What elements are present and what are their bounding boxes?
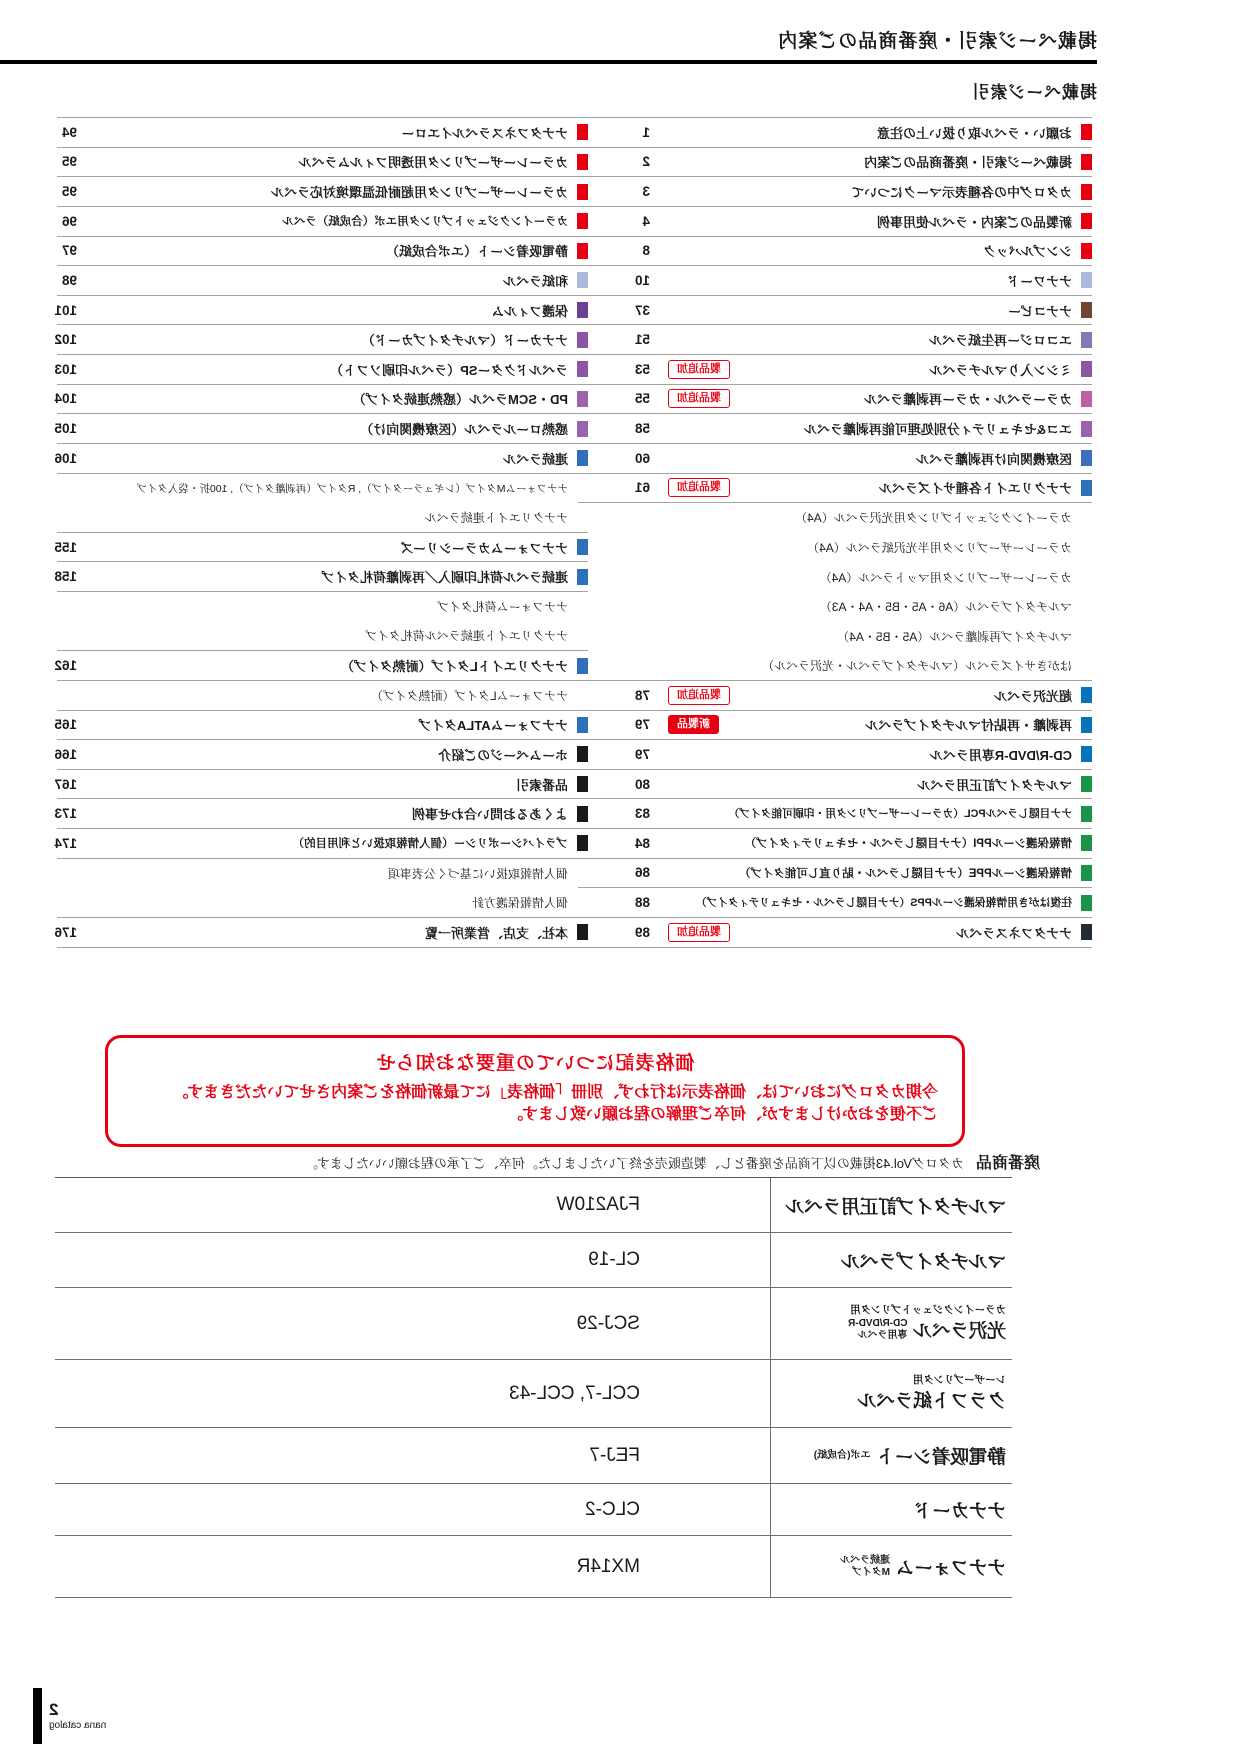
price-notice-line: 今期カタログにおいては、価格表示は行わず、別冊「価格表」にて最新価格をご案内させていただきます。 — [172, 1084, 938, 1101]
section-color-chip — [577, 184, 588, 200]
discontinued-table-row — [55, 1536, 1012, 1598]
index-item-label: 往復はがき用情報保護シールPPS（ナナ目隠しラベル・セキュリティタイプ） — [695, 897, 1072, 910]
discontinued-product-name-cell — [770, 1484, 1012, 1535]
index-page-number: 10 — [634, 272, 650, 288]
index-item-row — [578, 414, 1092, 444]
index-page-number: 104 — [54, 391, 77, 407]
index-page-number: 176 — [54, 924, 77, 940]
index-item-label: プライバシーポリシー（個人情報取扱いと利用目的） — [292, 838, 568, 851]
index-page-number: 94 — [61, 124, 77, 140]
index-item-row — [54, 533, 588, 563]
discontinued-table-row — [55, 1233, 1012, 1288]
discontinued-product-name-cell — [770, 1536, 1012, 1597]
footer-black-bar — [33, 1688, 42, 1744]
index-page-number: 96 — [61, 213, 77, 229]
index-page-number: 2 — [642, 154, 650, 170]
index-item-label: エコロジー再生紙ラベル — [928, 333, 1072, 349]
index-subitem-row — [578, 533, 1092, 563]
index-item-row — [578, 829, 1092, 859]
index-item-row — [57, 237, 588, 267]
index-item-row — [578, 266, 1092, 296]
index-item-label: 本社、支店、営業所一覧 — [424, 925, 568, 941]
discontinued-model-number: CL-19 — [588, 1249, 640, 1270]
discontinued-model-number: CCL-7, CCL-43 — [509, 1382, 640, 1404]
annotation-line: 連続ラベル — [839, 1555, 890, 1566]
index-page-number: 1 — [642, 124, 650, 140]
index-subitem-row — [57, 681, 588, 711]
discontinued-table-row — [55, 1428, 1012, 1484]
index-item-row — [578, 177, 1092, 207]
index-item-row — [57, 177, 588, 207]
index-item-row — [54, 711, 588, 741]
product-name: クラフト紙ラベル — [857, 1391, 1006, 1413]
index-page-number: 95 — [61, 154, 77, 170]
index-item-label: カラーレーザープリンタ用超耐低温環境対応ラベル — [270, 185, 568, 201]
section-color-chip — [577, 450, 588, 466]
index-item-label: 個人情報取扱いに基づく公表事項 — [387, 866, 568, 881]
index-item-label: 保護フィルム — [491, 303, 568, 319]
index-item-label: カタログ中の各種表示マークについて — [851, 185, 1072, 201]
index-item-label: よくあるお問い合わせ事例 — [411, 807, 568, 823]
section-color-chip — [1081, 895, 1092, 911]
discontinued-product-name-cell — [770, 1233, 1012, 1287]
section-color-chip — [1081, 361, 1092, 377]
section-color-chip — [1081, 480, 1092, 496]
section-color-chip — [577, 302, 588, 318]
index-page-number: 101 — [54, 302, 77, 318]
index-item-row — [578, 740, 1092, 770]
section-color-chip — [577, 835, 588, 851]
index-page-number: 80 — [634, 776, 650, 792]
index-page-number: 88 — [634, 895, 650, 911]
index-item-label: ナナクリエイトLタイプ（耐熱タイプ） — [341, 659, 568, 675]
index-item-label: マルチタイプラベル（A6・A5・B5・A4・A3） — [819, 600, 1072, 615]
index-item-label: ナナワード — [1006, 273, 1072, 289]
annotation-line: 専用ラベル — [857, 1329, 908, 1341]
index-item-label: 再剥離・再貼付マルチタイプラベル — [865, 718, 1072, 734]
section-color-chip — [577, 421, 588, 437]
discontinued-intro: カタログVol.43掲載の以下商品を廃番とし、製造販売を終了いたしました。何卒、ご了承の程お願いいたします。 — [304, 1156, 964, 1171]
index-page-number: 167 — [54, 776, 77, 792]
discontinued-product-name-cell — [770, 1288, 1012, 1359]
section-color-chip — [1081, 421, 1092, 437]
discontinued-model-number: MX14R — [576, 1555, 640, 1577]
index-page-number: 165 — [54, 717, 77, 733]
index-item-label: ミシン入りマルチラベル — [929, 362, 1072, 378]
page-header-title: 掲載ページ索引・廃番商品のご案内 — [777, 31, 1097, 52]
product-added-badge: 製品追加 — [668, 389, 730, 408]
index-item-row — [54, 355, 588, 385]
index-item-row — [578, 711, 1092, 741]
index-item-row — [57, 207, 588, 237]
section-color-chip — [1081, 776, 1092, 792]
section-color-chip — [577, 361, 588, 377]
section-color-chip — [1081, 924, 1092, 940]
index-item-label: カラーレーザープリンタ用マットラベル（A4） — [819, 570, 1072, 585]
section-color-chip — [577, 776, 588, 792]
index-subitem-row — [578, 651, 1092, 681]
discontinued-product-name-cell — [770, 1178, 1012, 1232]
section-color-chip — [577, 272, 588, 288]
index-subitem-row — [57, 474, 588, 504]
product-name-annotation-right — [848, 1318, 907, 1341]
section-color-chip — [577, 391, 588, 407]
index-item-row — [578, 385, 1092, 415]
discontinued-table-row — [55, 1484, 1012, 1536]
index-item-row — [54, 385, 588, 415]
index-item-label: ナナクリエイト連続ラベル — [424, 510, 568, 525]
index-subitem-row — [57, 888, 588, 918]
index-item-row — [54, 562, 588, 592]
index-page-number: 79 — [634, 717, 650, 733]
index-page-number: 97 — [61, 243, 77, 259]
product-added-badge: 製品追加 — [668, 923, 730, 942]
index-item-row — [57, 266, 588, 296]
product-name-annotation-top: レーザープリンタ用 — [912, 1373, 1006, 1386]
index-item-row — [54, 740, 588, 770]
section-color-chip — [1081, 243, 1092, 259]
index-page-number: 105 — [54, 421, 77, 437]
index-item-label: 情報保護シールPPE（ナナ目隠しラベル・貼り直し可能タイプ） — [739, 867, 1072, 880]
index-page-number: 60 — [634, 450, 650, 466]
index-item-label: マルチタイプ訂正用ラベル — [917, 777, 1072, 793]
index-item-row — [54, 829, 588, 859]
product-name: マルチタイプラベル — [841, 1251, 1006, 1273]
section-color-chip — [577, 806, 588, 822]
index-page-number: 55 — [634, 391, 650, 407]
index-item-label: 和紙ラベル — [502, 273, 568, 289]
section-color-chip — [1081, 272, 1092, 288]
section-color-chip — [1081, 213, 1092, 229]
index-page-number: 79 — [634, 746, 650, 762]
section-color-chip — [1081, 865, 1092, 881]
index-subitem-row — [57, 592, 588, 622]
section-color-chip — [577, 746, 588, 762]
header-rule — [0, 60, 1097, 64]
product-name-annotation-top: カラーインクジェットプリンタ用 — [850, 1303, 1006, 1316]
index-subitem-row — [578, 562, 1092, 592]
index-item-label: ナナコピー — [1008, 303, 1072, 319]
index-item-label: ナナクリエイト連続ラベル荷札タイプ — [365, 629, 568, 644]
discontinued-intro-line — [305, 1150, 1040, 1173]
index-page-number: 95 — [61, 184, 77, 200]
index-subitem-row — [578, 592, 1092, 622]
index-item-row — [578, 118, 1092, 148]
index-item-row — [54, 414, 588, 444]
index-item-label: お願い・ラベル取り扱い上の注意 — [876, 125, 1072, 141]
index-subitem-row — [578, 622, 1092, 652]
discontinued-model-number: FEJ-7 — [589, 1444, 640, 1466]
page-footer — [33, 1688, 106, 1744]
index-item-label: 感熱ロールラベル（医療機関向け） — [360, 422, 568, 438]
index-item-label: 連続ラベル荷札印刷入／再剥離荷札タイプ — [321, 570, 568, 586]
index-item-label: 情報保護シールPPI（ナナ目隠しラベル・セキュリティタイプ） — [744, 838, 1072, 851]
index-item-label: はがきサイズラベル（マルチタイプラベル・光沢ラベル） — [762, 659, 1072, 674]
section-color-chip — [1081, 835, 1092, 851]
index-item-label: 掲載ページ索引・廃番商品のご案内 — [864, 155, 1072, 171]
annotation-line: CD-R/DVD-R — [848, 1318, 908, 1330]
section-color-chip — [577, 569, 588, 585]
index-item-row — [578, 355, 1092, 385]
index-page-number: 103 — [54, 361, 77, 377]
index-item-label: PD・SCMラベル（感熱連続タイプ） — [352, 392, 568, 408]
index-page-number: 37 — [634, 302, 650, 318]
section-color-chip — [577, 243, 588, 259]
discontinued-table-row — [55, 1178, 1012, 1233]
index-page-number: 51 — [634, 332, 650, 348]
section-color-chip — [1081, 687, 1092, 703]
index-page-number: 3 — [642, 184, 650, 200]
index-item-label: シンプルパック — [982, 244, 1072, 260]
page-number: 2 — [49, 1700, 59, 1720]
index-subitem-row — [57, 859, 588, 889]
new-product-badge: 新製品 — [668, 715, 719, 734]
section-color-chip — [1081, 391, 1092, 407]
index-item-label: ナナクリエイト各種サイズラベル — [878, 481, 1072, 497]
index-item-label: 静電吸着シート（エポ合成紙） — [385, 244, 568, 260]
section-color-chip — [1081, 154, 1092, 170]
index-item-label: ナナタフネスラベル — [956, 925, 1072, 941]
index-item-row — [54, 770, 588, 800]
index-item-label: ホームページのご紹介 — [438, 747, 568, 763]
index-page-number: 102 — [54, 332, 77, 348]
discontinued-model-number: FJA210W — [556, 1194, 640, 1215]
index-item-row — [578, 681, 1092, 711]
product-added-badge: 製品追加 — [668, 686, 730, 705]
product-name: 光沢ラベル — [913, 1321, 1006, 1343]
index-page-number: 86 — [634, 865, 650, 881]
index-item-label: ナナフォームLタイプ（耐熱タイプ） — [371, 688, 568, 703]
product-name-annotation-right — [840, 1555, 890, 1578]
section-color-chip — [577, 539, 588, 555]
index-item-label: マルチタイプ再剥離ラベル（A5・B5・A4） — [837, 629, 1072, 644]
section-color-chip — [577, 124, 588, 140]
section-color-chip — [577, 924, 588, 940]
index-column-right — [54, 117, 588, 948]
product-added-badge: 製品追加 — [668, 478, 730, 497]
index-item-label: ナナフォームMタイプ（レギュラータイプ）, Rタイプ（再剥離タイプ）, 100折・袋入タイプ — [136, 482, 568, 495]
index-item-row — [578, 207, 1092, 237]
index-item-label: 個人情報保護方針 — [471, 896, 568, 911]
section-color-chip — [1081, 184, 1092, 200]
index-item-label: 連続ラベル — [502, 451, 568, 467]
section-color-chip — [1081, 332, 1092, 348]
index-item-label: エコ&セキュリティ分別処理可能再剥離ラベル — [803, 422, 1072, 438]
index-item-label: ナナタフネスラベルイエロー — [401, 125, 568, 141]
index-page-number: 98 — [61, 272, 77, 288]
discontinued-products-table — [55, 1177, 1012, 1598]
section-color-chip — [577, 658, 588, 674]
index-item-row — [578, 148, 1092, 178]
product-name: マルチタイプ訂正用ラベル — [785, 1196, 1006, 1218]
index-item-row — [578, 918, 1092, 948]
index-item-label: CD-R/DVD-R専用ラベル — [929, 747, 1072, 763]
index-item-row — [54, 296, 588, 326]
index-item-label: カラーインクジェットプリンタ用エポ（合成紙）ラベル — [282, 216, 568, 229]
discontinued-table-row — [55, 1360, 1012, 1428]
index-item-row — [578, 799, 1092, 829]
discontinued-product-name-cell — [770, 1428, 1012, 1483]
section-color-chip — [1081, 717, 1092, 733]
index-item-row — [578, 296, 1092, 326]
product-name-annotation-right — [814, 1450, 871, 1462]
section-color-chip — [1081, 746, 1092, 762]
index-item-row — [578, 325, 1092, 355]
price-notice-box — [105, 1035, 965, 1147]
index-item-label: ナナ目隠しラベルPCL（カラーレーザープリンタ用・印刷可能タイプ） — [728, 808, 1072, 821]
index-item-label: 品番索引 — [515, 777, 568, 793]
index-item-row — [578, 770, 1092, 800]
index-item-row — [54, 918, 588, 948]
index-item-label: 医療機関向け再剥離ラベル — [915, 451, 1072, 467]
index-item-label: カラーレーザープリンタ用半光沢紙ラベル（A4） — [807, 541, 1072, 556]
index-page-number: 155 — [54, 539, 77, 555]
section-color-chip — [1081, 124, 1092, 140]
index-item-label: 超光沢ラベル — [993, 688, 1072, 704]
index-item-row — [54, 325, 588, 355]
section-color-chip — [577, 717, 588, 733]
index-page-number: 78 — [634, 687, 650, 703]
index-page-number: 162 — [54, 658, 77, 674]
index-page-number: 89 — [634, 924, 650, 940]
section-color-chip — [577, 154, 588, 170]
discontinued-heading: 廃番商品 — [975, 1155, 1040, 1172]
index-page-number: 84 — [634, 835, 650, 851]
index-page-number: 158 — [54, 569, 77, 585]
index-item-label: カラーレーザープリンタ用透明フィルムラベル — [298, 155, 568, 171]
index-item-row — [578, 859, 1092, 889]
index-item-label: ナナフォームATLAタイプ — [418, 718, 568, 734]
index-item-label: ナナフォームカラーシリーズ — [400, 540, 568, 556]
index-page-number: 106 — [54, 450, 77, 466]
index-page-number: 174 — [54, 835, 77, 851]
discontinued-product-name-cell — [770, 1360, 1012, 1427]
index-item-row — [57, 118, 588, 148]
index-page-number: 53 — [634, 361, 650, 377]
index-item-label: ナナフォーム荷札タイプ — [437, 600, 568, 615]
brand-name: nana catalog — [49, 1720, 107, 1732]
index-item-row — [578, 888, 1092, 918]
index-item-label: カラーラベル・カラー再剥離ラベル — [863, 392, 1072, 408]
index-subitem-row — [57, 503, 588, 533]
discontinued-table-row — [55, 1288, 1012, 1360]
index-column-left — [578, 117, 1092, 948]
index-item-label: ラベルドクターSP（ラベル印刷ソフト） — [330, 362, 568, 378]
annotation-line: Mタイプ — [852, 1566, 890, 1578]
section-color-chip — [1081, 450, 1092, 466]
index-item-label: ナナカード（マルチタイプカード） — [361, 333, 568, 349]
discontinued-model-number: SCJ-29 — [576, 1312, 640, 1334]
discontinued-model-number: CLC-2 — [585, 1498, 640, 1520]
index-section-title: 掲載ページ索引 — [971, 83, 1097, 102]
index-page-number: 4 — [642, 213, 650, 229]
index-page-number: 61 — [634, 480, 650, 496]
index-item-row — [578, 237, 1092, 267]
annotation-line: エポ(合成紙) — [813, 1449, 871, 1461]
index-item-row — [578, 444, 1092, 474]
index-subitem-row — [578, 503, 1092, 533]
index-subitem-row — [57, 622, 588, 652]
price-notice-title: 価格表記についての重要なお知らせ — [375, 1053, 695, 1074]
index-item-row — [57, 148, 588, 178]
index-page-number: 166 — [54, 746, 77, 762]
section-color-chip — [1081, 806, 1092, 822]
section-color-chip — [1081, 302, 1092, 318]
section-color-chip — [577, 213, 588, 229]
product-added-badge: 製品追加 — [668, 360, 730, 379]
price-notice-line: ご不便をおかけしますが、何卒ご理解の程お願い致します。 — [507, 1106, 938, 1124]
index-item-label: 新製品のご案内・ラベル使用事例 — [876, 214, 1072, 230]
index-item-row — [578, 474, 1092, 504]
index-page-number: 8 — [642, 243, 650, 259]
product-name: 静電吸着シート — [876, 1447, 1006, 1468]
index-page-number: 83 — [634, 806, 650, 822]
product-name: ナナカード — [913, 1501, 1006, 1522]
index-page-number: 173 — [54, 806, 77, 822]
index-page-number: 58 — [634, 421, 650, 437]
index-item-label: カラーインクジェットプリンタ用光沢ラベル（A4） — [795, 511, 1072, 526]
product-name: ナナフォーム — [895, 1558, 1006, 1579]
index-item-row — [54, 444, 588, 474]
index-item-row — [54, 651, 588, 681]
index-item-row — [54, 799, 588, 829]
section-color-chip — [577, 332, 588, 348]
